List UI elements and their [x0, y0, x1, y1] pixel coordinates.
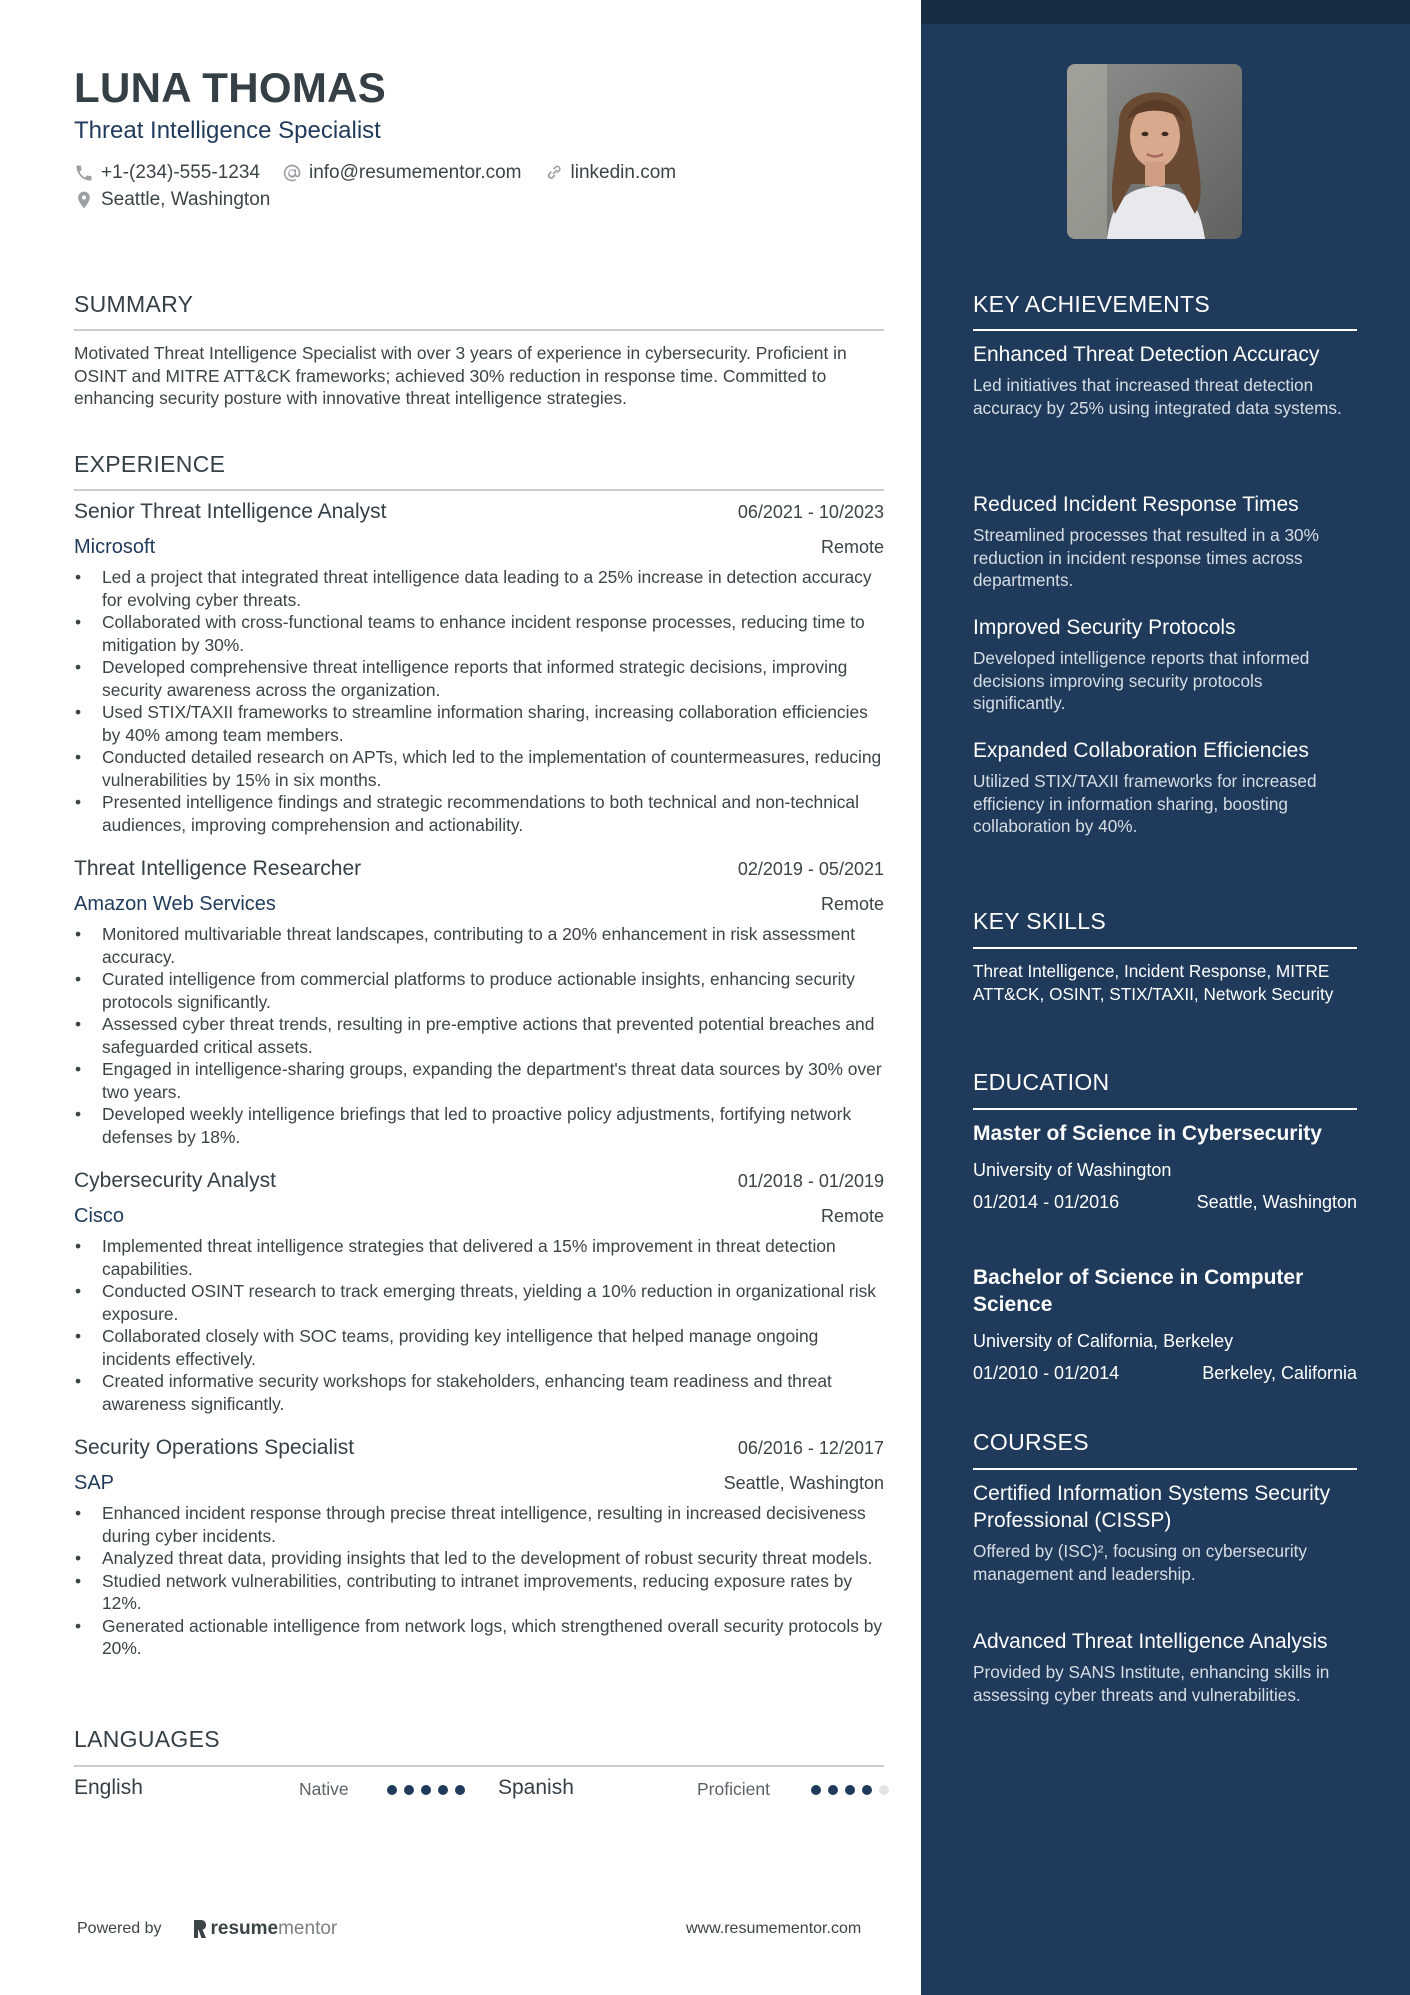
phone-icon	[74, 163, 94, 183]
summary-heading: SUMMARY	[74, 291, 194, 317]
rating-dot-filled	[404, 1785, 414, 1795]
location-text: Seattle, Washington	[101, 189, 271, 210]
logo-mark-icon	[192, 1919, 207, 1939]
job-location: Remote	[820, 537, 884, 557]
bullet-item: • Generated actionable intelligence from network logs, which strengthened overall security protocols by 20%.	[74, 1615, 884, 1660]
job-title: Security Operations Specialist	[74, 1436, 355, 1459]
education-heading: EDUCATION	[973, 1069, 1110, 1095]
bullet-item: • Implemented threat intelligence strategies that delivered a 15% improvement in threat detection capabilities.	[74, 1235, 884, 1280]
courses-heading: COURSES	[973, 1429, 1089, 1455]
achievement-text: Developed intelligence reports that informed decisions improving security protocols significantly.	[973, 648, 1310, 713]
linkedin-text: linkedin.com	[570, 162, 677, 183]
bullet-item: • Collaborated closely with SOC teams, providing key intelligence that helped manage ongoing incidents effectively.	[74, 1325, 884, 1370]
job-bullets	[74, 923, 884, 1148]
rating-dot-filled	[862, 1785, 872, 1795]
education-item	[973, 1264, 1357, 1384]
courses-divider	[973, 1468, 1357, 1470]
phone-contact[interactable]	[74, 162, 260, 184]
education-school: University of California, Berkeley	[973, 1331, 1234, 1351]
course-title: Certified Information Systems Security Professional (CISSP)	[973, 1482, 1331, 1532]
job-location: Remote	[820, 1206, 884, 1226]
education-date: 01/2014 - 01/2016	[973, 1192, 1120, 1212]
bullet-item: • Conducted detailed research on APTs, which led to the implementation of countermeasures, reducing vulnerabilities by 15% in six months.	[74, 746, 884, 791]
job-bullets	[74, 566, 884, 836]
job-title: Cybersecurity Analyst	[74, 1169, 276, 1192]
at-icon	[282, 163, 302, 183]
experience-heading: EXPERIENCE	[74, 451, 226, 477]
achievements-heading: KEY ACHIEVEMENTS	[973, 291, 1211, 317]
rating-dot-filled	[811, 1785, 821, 1795]
skills-divider	[973, 947, 1357, 949]
education-location: Seattle, Washington	[1196, 1192, 1357, 1212]
achievement-text: Led initiatives that increased threat detection accuracy by 25% using integrated data systems.	[973, 375, 1342, 418]
language-rating	[811, 1785, 896, 1795]
location-contact	[74, 189, 270, 211]
language-level: Proficient	[697, 1779, 770, 1799]
powered-by-label: Powered by	[77, 1920, 162, 1937]
bullet-item: • Analyzed threat data, providing insights that led to the development of robust security threat models.	[74, 1547, 884, 1570]
rating-dot-filled	[828, 1785, 838, 1795]
profile-photo	[1067, 64, 1242, 239]
achievement-title: Enhanced Threat Detection Accuracy	[973, 343, 1320, 366]
resumementor-logo[interactable]	[192, 1918, 338, 1940]
achievement-item	[973, 737, 1357, 838]
course-item	[973, 1480, 1357, 1585]
bullet-item: • Assessed cyber threat trends, resulting in pre-emptive actions that prevented potential breaches and safeguarded critical assets.	[74, 1013, 884, 1058]
education-divider	[973, 1108, 1357, 1110]
job-entry	[74, 500, 884, 836]
course-text: Provided by SANS Institute, enhancing skills in assessing cyber threats and vulnerabilities.	[973, 1662, 1330, 1705]
bullet-item: • Led a project that integrated threat intelligence data leading to a 25% increase in detection accuracy for evolving cyber threats.	[74, 566, 884, 611]
job-entry	[74, 857, 884, 1148]
job-company: Microsoft	[74, 536, 156, 558]
bullet-item: • Conducted OSINT research to track emerging threats, yielding a 10% reduction in organizational risk exposure.	[74, 1280, 884, 1325]
skills-text: Threat Intelligence, Incident Response, MITRE ATT&CK, OSINT, STIX/TAXII, Network Security	[973, 961, 1334, 1004]
rating-dot-filled	[438, 1785, 448, 1795]
job-date: 01/2018 - 01/2019	[737, 1171, 884, 1191]
contact-info	[74, 160, 894, 214]
language-rating	[387, 1785, 472, 1795]
achievement-text: Utilized STIX/TAXII frameworks for increased efficiency in information sharing, boosting collaboration by 40%.	[973, 771, 1317, 836]
summary-divider	[74, 329, 884, 331]
course-title: Advanced Threat Intelligence Analysis	[973, 1630, 1328, 1653]
bullet-item: • Created informative security workshops for stakeholders, enhancing team readiness and threat awareness significantly.	[74, 1370, 884, 1415]
bullet-item: • Monitored multivariable threat landscapes, contributing to a 20% enhancement in risk assessment accuracy.	[74, 923, 884, 968]
achievement-item	[973, 341, 1357, 419]
education-school: University of Washington	[973, 1160, 1172, 1180]
job-title: Threat Intelligence Researcher	[74, 857, 362, 880]
education-degree: Master of Science in Cybersecurity	[973, 1122, 1322, 1145]
email-text: info@resumementor.com	[308, 162, 522, 183]
logo-text-bold: resume	[210, 1918, 279, 1939]
job-bullets	[74, 1502, 884, 1660]
sidebar-top-band	[921, 0, 1410, 24]
skills-heading: KEY SKILLS	[973, 908, 1106, 934]
job-date: 06/2021 - 10/2023	[737, 502, 884, 522]
candidate-role: Threat Intelligence Specialist	[74, 117, 381, 144]
job-entry	[74, 1436, 884, 1660]
location-pin-icon	[74, 190, 94, 210]
language-level: Native	[299, 1779, 349, 1799]
languages-list	[74, 1776, 884, 1806]
job-location: Remote	[820, 894, 884, 914]
rating-dot-filled	[845, 1785, 855, 1795]
job-location: Seattle, Washington	[723, 1473, 884, 1493]
logo-text-light: mentor	[278, 1918, 338, 1939]
education-item	[973, 1120, 1357, 1213]
rating-dot-filled	[387, 1785, 397, 1795]
languages-divider	[74, 1765, 884, 1767]
link-icon	[544, 163, 564, 183]
job-company: Amazon Web Services	[74, 893, 276, 915]
bullet-item: • Presented intelligence findings and strategic recommendations to both technical and non-technical audiences, improving comprehension and actionability.	[74, 791, 884, 836]
job-company: SAP	[74, 1472, 115, 1494]
language-name: English	[74, 1776, 143, 1799]
course-item	[973, 1628, 1357, 1706]
education-degree: Bachelor of Science in Computer Science	[973, 1266, 1304, 1316]
achievement-item	[973, 614, 1357, 715]
job-title: Senior Threat Intelligence Analyst	[74, 500, 387, 523]
linkedin-contact[interactable]	[544, 162, 677, 184]
achievement-title: Improved Security Protocols	[973, 616, 1236, 639]
job-bullets	[74, 1235, 884, 1415]
bullet-item: • Engaged in intelligence-sharing groups, expanding the department's threat data sources by 30% over two years.	[74, 1058, 884, 1103]
bullet-item: • Studied network vulnerabilities, contributing to intranet improvements, reducing exposure rates by 12%.	[74, 1570, 884, 1615]
bullet-item: • Curated intelligence from commercial platforms to produce actionable insights, enhancing security protocols significantly.	[74, 968, 884, 1013]
experience-divider	[74, 489, 884, 491]
job-company: Cisco	[74, 1205, 125, 1227]
achievement-text: Streamlined processes that resulted in a 30% reduction in incident response times across departments.	[973, 525, 1319, 590]
languages-heading: LANGUAGES	[74, 1726, 220, 1752]
footer-brand	[77, 1918, 337, 1940]
phone-text: +1-(234)-555-1234	[101, 162, 260, 183]
profile-photo-image	[1067, 64, 1242, 239]
bullet-item: • Enhanced incident response through precise threat intelligence, resulting in increased decisiveness during cyber incidents.	[74, 1502, 884, 1547]
language-name: Spanish	[498, 1776, 574, 1799]
course-text: Offered by (ISC)², focusing on cybersecurity management and leadership.	[973, 1541, 1308, 1584]
email-contact[interactable]	[282, 162, 522, 184]
bullet-item: • Developed weekly intelligence briefings that led to proactive policy adjustments, fortifying network defenses by 18%.	[74, 1103, 884, 1148]
rating-dot-filled	[455, 1785, 465, 1795]
bullet-item: • Used STIX/TAXII frameworks to streamline information sharing, increasing collaboration efficiencies by 40% among team members.	[74, 701, 884, 746]
bullet-item: • Collaborated with cross-functional teams to enhance incident response processes, reducing time to mitigation by 30%.	[74, 611, 884, 656]
achievement-title: Reduced Incident Response Times	[973, 493, 1299, 516]
bullet-item: • Developed comprehensive threat intelligence reports that informed strategic decisions, improving security awareness across the organization.	[74, 656, 884, 701]
rating-dot-filled	[421, 1785, 431, 1795]
achievement-title: Expanded Collaboration Efficiencies	[973, 739, 1309, 762]
footer-website-link[interactable]: www.resumementor.com	[686, 1920, 862, 1937]
achievement-item	[973, 491, 1357, 592]
job-date: 02/2019 - 05/2021	[737, 859, 884, 879]
rating-dot-empty	[879, 1785, 889, 1795]
achievements-divider	[973, 329, 1357, 331]
candidate-name: LUNA THOMAS	[74, 64, 387, 111]
summary-text: Motivated Threat Intelligence Specialist with over 3 years of experience in cybersecurity. Proficient in OSINT and MITRE ATT&CK frameworks; achieved 30% reduction in response time. Committed to enhancing security posture with innovative threat intelligence strategies.	[74, 343, 847, 408]
job-entry	[74, 1169, 884, 1415]
job-date: 06/2016 - 12/2017	[737, 1438, 884, 1458]
education-date: 01/2010 - 01/2014	[973, 1363, 1120, 1383]
sidebar	[921, 0, 1410, 1995]
education-location: Berkeley, California	[1202, 1363, 1357, 1383]
